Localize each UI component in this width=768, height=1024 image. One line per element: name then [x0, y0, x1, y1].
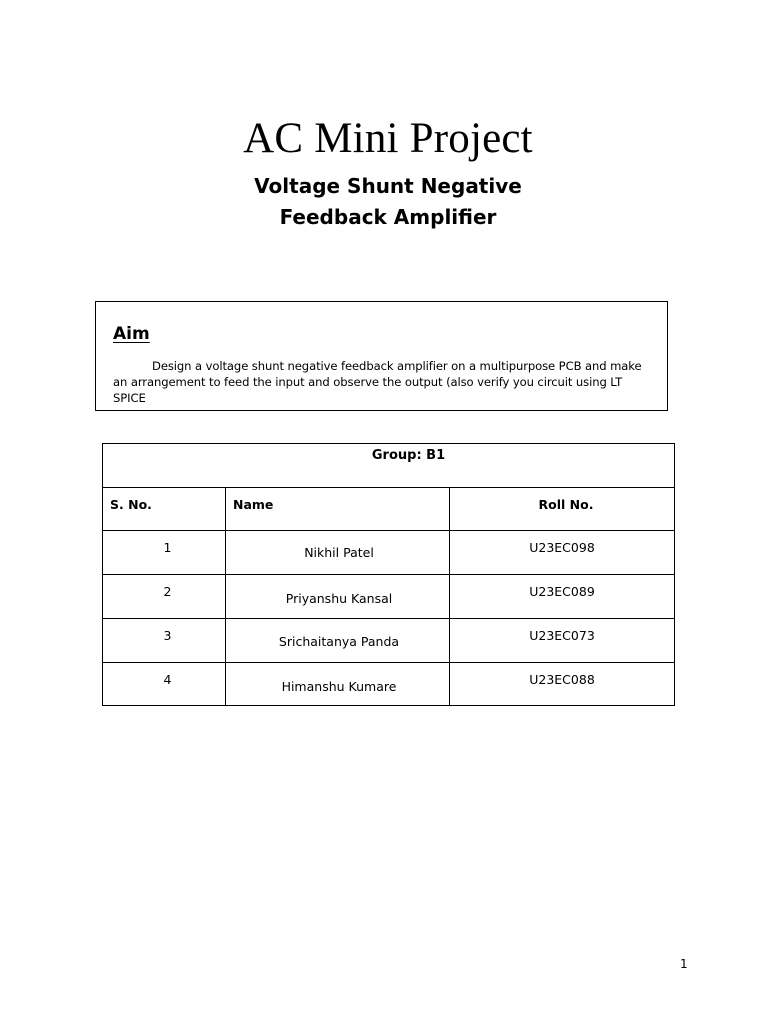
- page-subtitle: [0, 171, 768, 233]
- roll-cell: [450, 619, 675, 663]
- header-name: [226, 488, 450, 531]
- sno-cell: [103, 531, 226, 575]
- sno-value: 4: [163, 672, 172, 687]
- roll-cell: [450, 575, 675, 619]
- roll-cell: [450, 663, 675, 706]
- aim-box: [95, 301, 668, 411]
- table-header-row: [103, 488, 675, 531]
- group-label: Group: B1: [371, 448, 446, 463]
- aim-text: Design a voltage shunt negative feedback amplifier on a multipurpose PCB and make an arrangement to feed the input and observe the output (also verify you circuit using LT SPICE: [113, 359, 642, 405]
- group-cell: [103, 444, 675, 488]
- header-roll-label: Roll No.: [538, 497, 594, 512]
- name-value: Srichaitanya Panda: [278, 634, 400, 649]
- sno-cell: [103, 663, 226, 706]
- sno-value: 3: [163, 628, 172, 643]
- table-row: [103, 531, 675, 575]
- roll-value: U23EC088: [529, 672, 595, 687]
- name-value: Himanshu Kumare: [281, 679, 397, 694]
- subtitle-line-1: Voltage Shunt Negative: [254, 174, 522, 198]
- aim-heading: Aim: [113, 324, 150, 344]
- sno-cell: [103, 575, 226, 619]
- table-row: [103, 663, 675, 706]
- sno-cell: [103, 619, 226, 663]
- name-value: Priyanshu Kansal: [285, 591, 393, 606]
- group-row: [103, 444, 675, 488]
- table-row: [103, 619, 675, 663]
- name-cell: [226, 575, 450, 619]
- sno-value: 1: [163, 540, 172, 555]
- group-table: [102, 443, 675, 706]
- name-value: Nikhil Patel: [304, 545, 374, 560]
- roll-value: U23EC098: [529, 540, 595, 555]
- header-name-label: Name: [233, 497, 274, 512]
- header-sno: [103, 488, 226, 531]
- page-number: 1: [680, 957, 688, 971]
- roll-value: U23EC089: [529, 584, 595, 599]
- name-cell: [226, 531, 450, 575]
- header-sno-label: S. No.: [110, 497, 152, 512]
- table-row: [103, 575, 675, 619]
- name-cell: [226, 619, 450, 663]
- name-cell: [226, 663, 450, 706]
- page-title: AC Mini Project: [243, 115, 533, 162]
- header-roll: [450, 488, 675, 531]
- roll-cell: [450, 531, 675, 575]
- sno-value: 2: [163, 584, 172, 599]
- subtitle-line-2: Feedback Amplifier: [279, 205, 497, 229]
- roll-value: U23EC073: [529, 628, 595, 643]
